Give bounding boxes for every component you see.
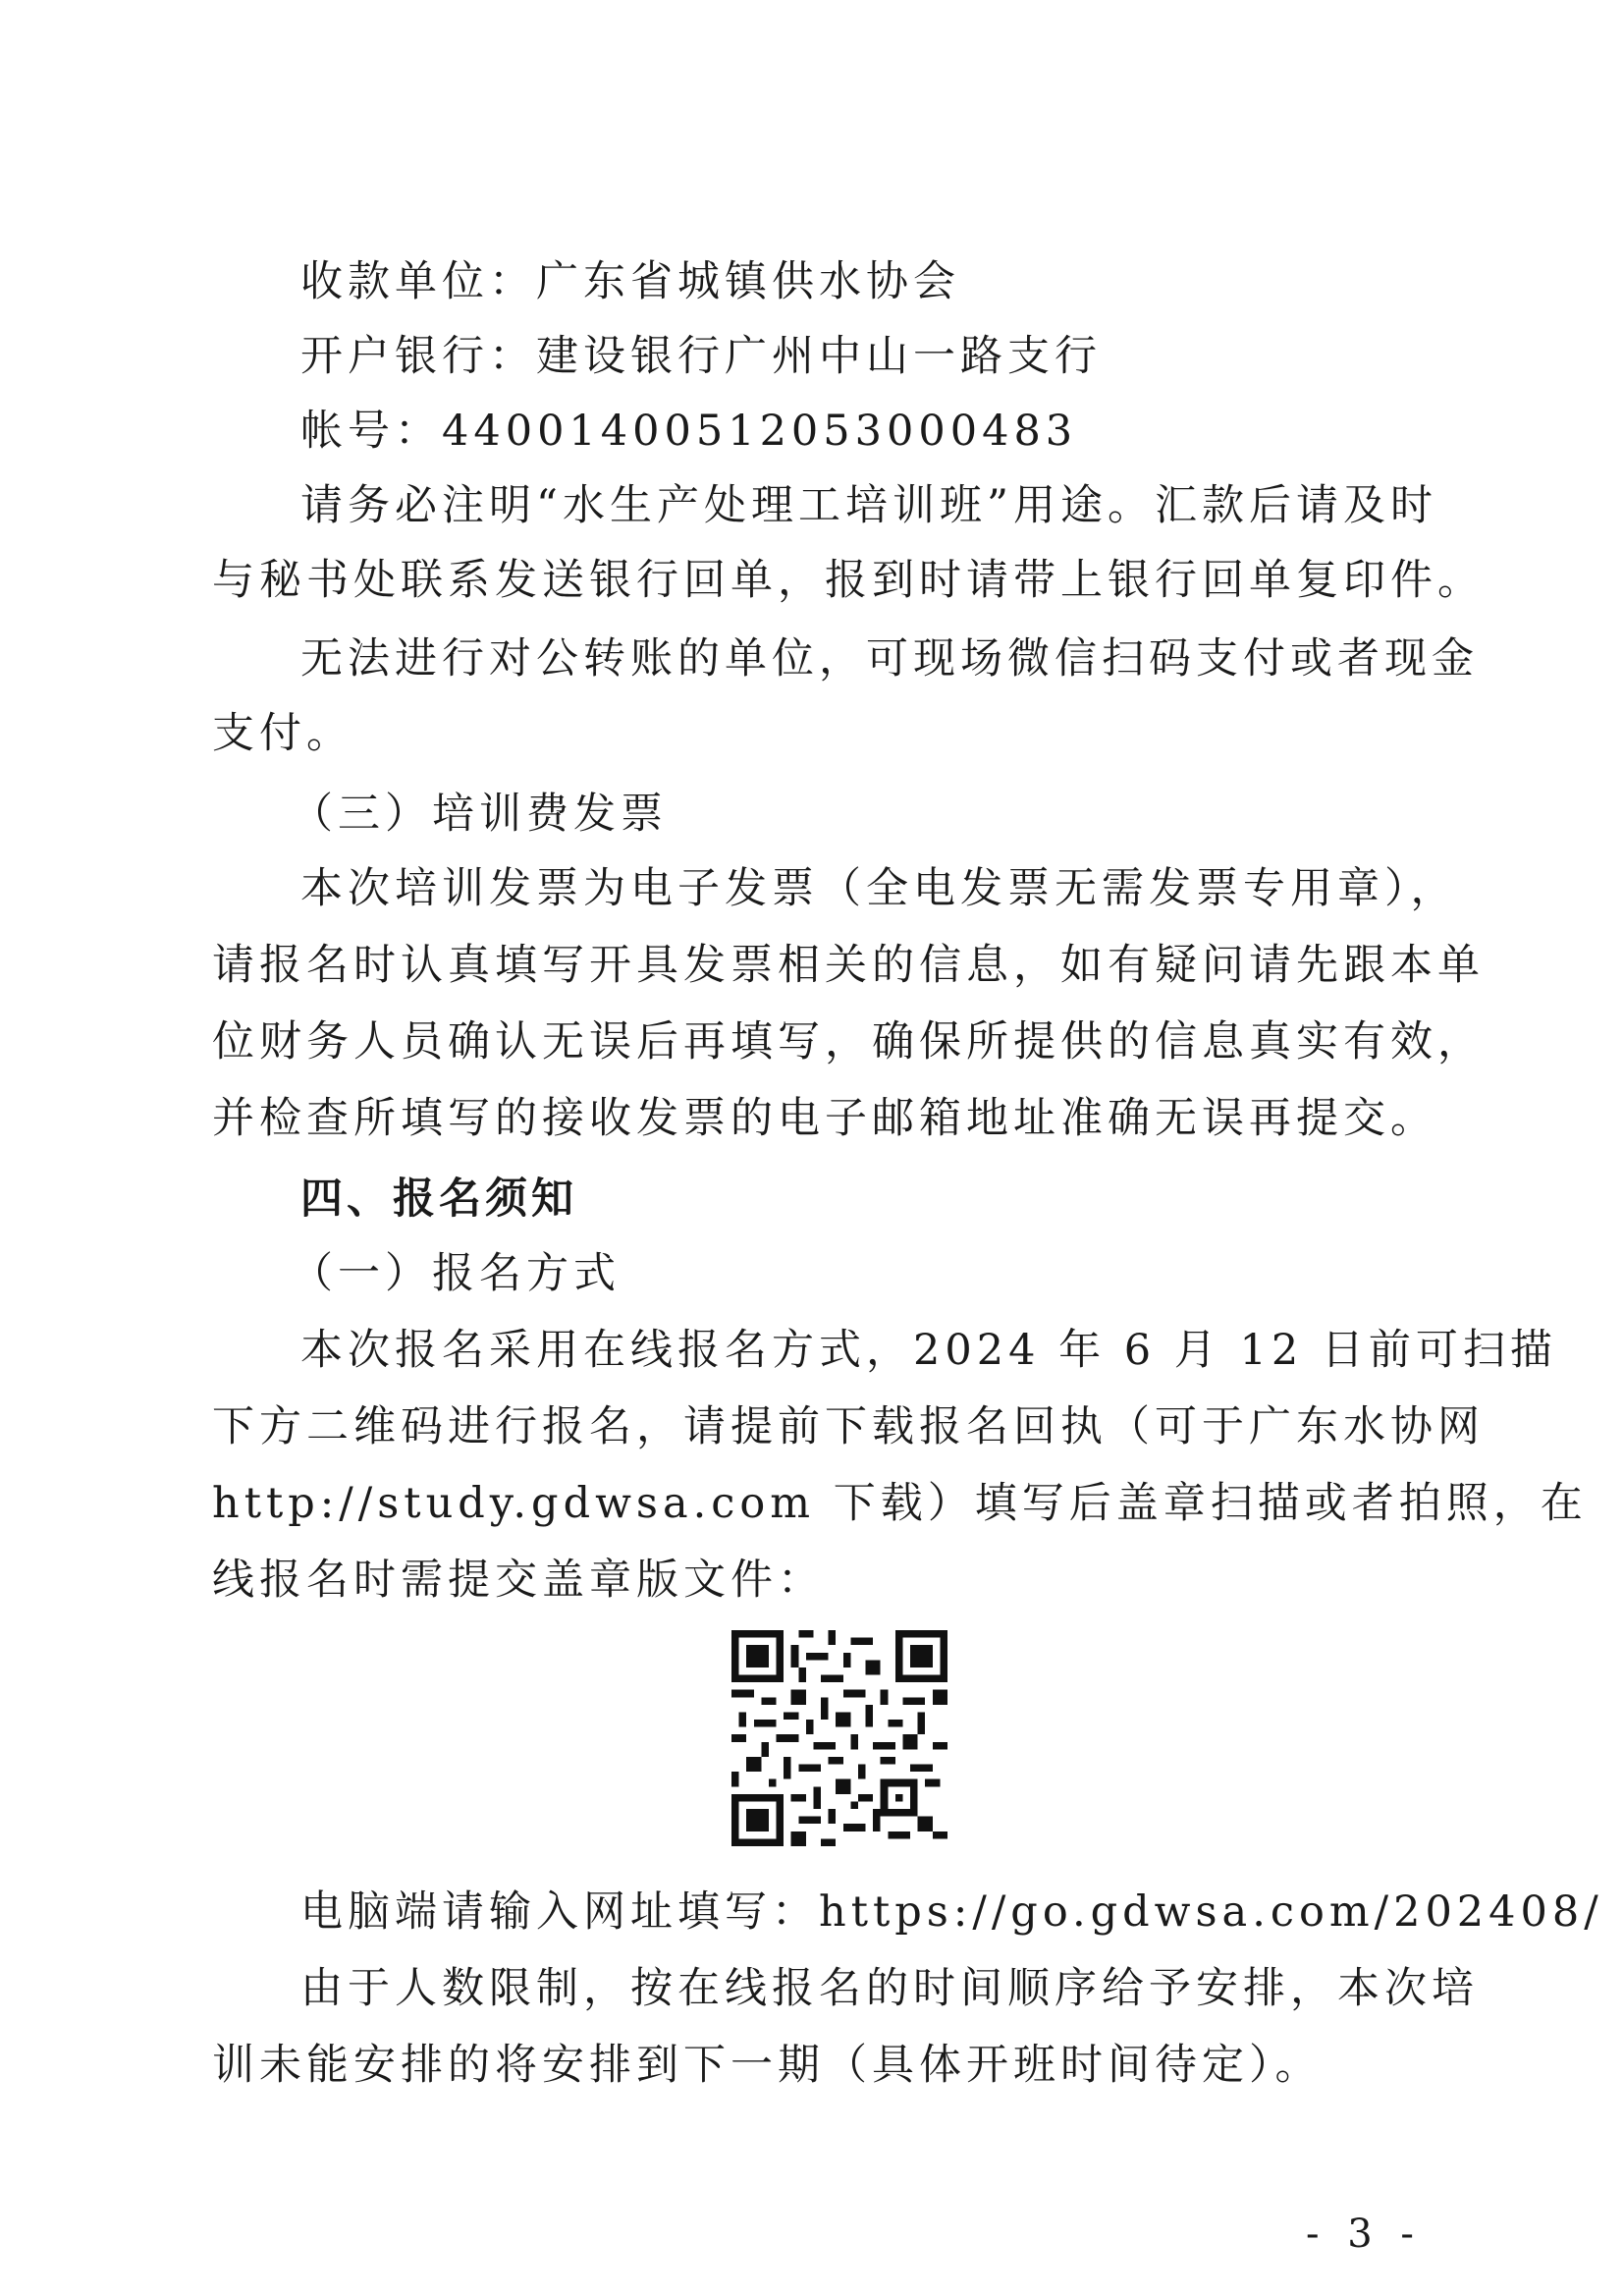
invoice-line-4: 并检查所填写的接收发票的电子邮箱地址准确无误再提交。 xyxy=(212,1094,1437,1143)
invoice-line-3: 位财务人员确认无误后再填写，确保所提供的信息真实有效， xyxy=(212,1017,1485,1066)
invoice-line-2: 请报名时认真填写开具发票相关的信息，如有疑问请先跟本单 xyxy=(212,941,1485,990)
bank-line: 开户银行：建设银行广州中山一路支行 xyxy=(300,332,1102,381)
registration-line-4: 线报名时需提交盖章版文件： xyxy=(212,1556,825,1605)
note-line-1: 请务必注明“水生产处理工培训班”用途。汇款后请及时 xyxy=(300,481,1437,530)
registration-section-heading: 四、报名须知 xyxy=(300,1175,577,1224)
pc-registration-url-line: 电脑端请输入网址填写：https://go.gdwsa.com/202408/ xyxy=(300,1887,1603,1937)
registration-line-3: http://study.gdwsa.com 下载）填写后盖章扫描或者拍照，在 xyxy=(212,1479,1588,1528)
invoice-heading: （三）培训费发票 xyxy=(291,790,668,839)
invoice-line-1: 本次培训发票为电子发票（全电发票无需发票专用章）， xyxy=(300,864,1458,913)
payee-line: 收款单位：广东省城镇供水协会 xyxy=(300,257,960,306)
registration-line-2: 下方二维码进行报名，请提前下载报名回执（可于广东水协网 xyxy=(212,1402,1485,1451)
limit-line-2: 训未能安排的将安排到下一期（具体开班时间待定）。 xyxy=(212,2041,1323,2090)
alt-payment-line-2: 支付。 xyxy=(212,709,353,758)
registration-line-1: 本次报名采用在线报名方式，2024 年 6 月 12 日前可扫描 xyxy=(300,1326,1557,1375)
limit-line-1: 由于人数限制，按在线报名的时间顺序给予安排，本次培 xyxy=(300,1964,1479,2013)
alt-payment-line-1: 无法进行对公转账的单位，可现场微信扫码支付或者现金 xyxy=(300,634,1479,683)
registration-method-heading: （一）报名方式 xyxy=(291,1249,621,1298)
page-number: - 3 - xyxy=(1306,2212,1422,2257)
note-line-2: 与秘书处联系发送银行回单，报到时请带上银行回单复印件。 xyxy=(212,556,1485,605)
account-line: 帐号：44001400512053000483 xyxy=(300,407,1078,456)
qr-code-icon[interactable] xyxy=(731,1630,947,1846)
